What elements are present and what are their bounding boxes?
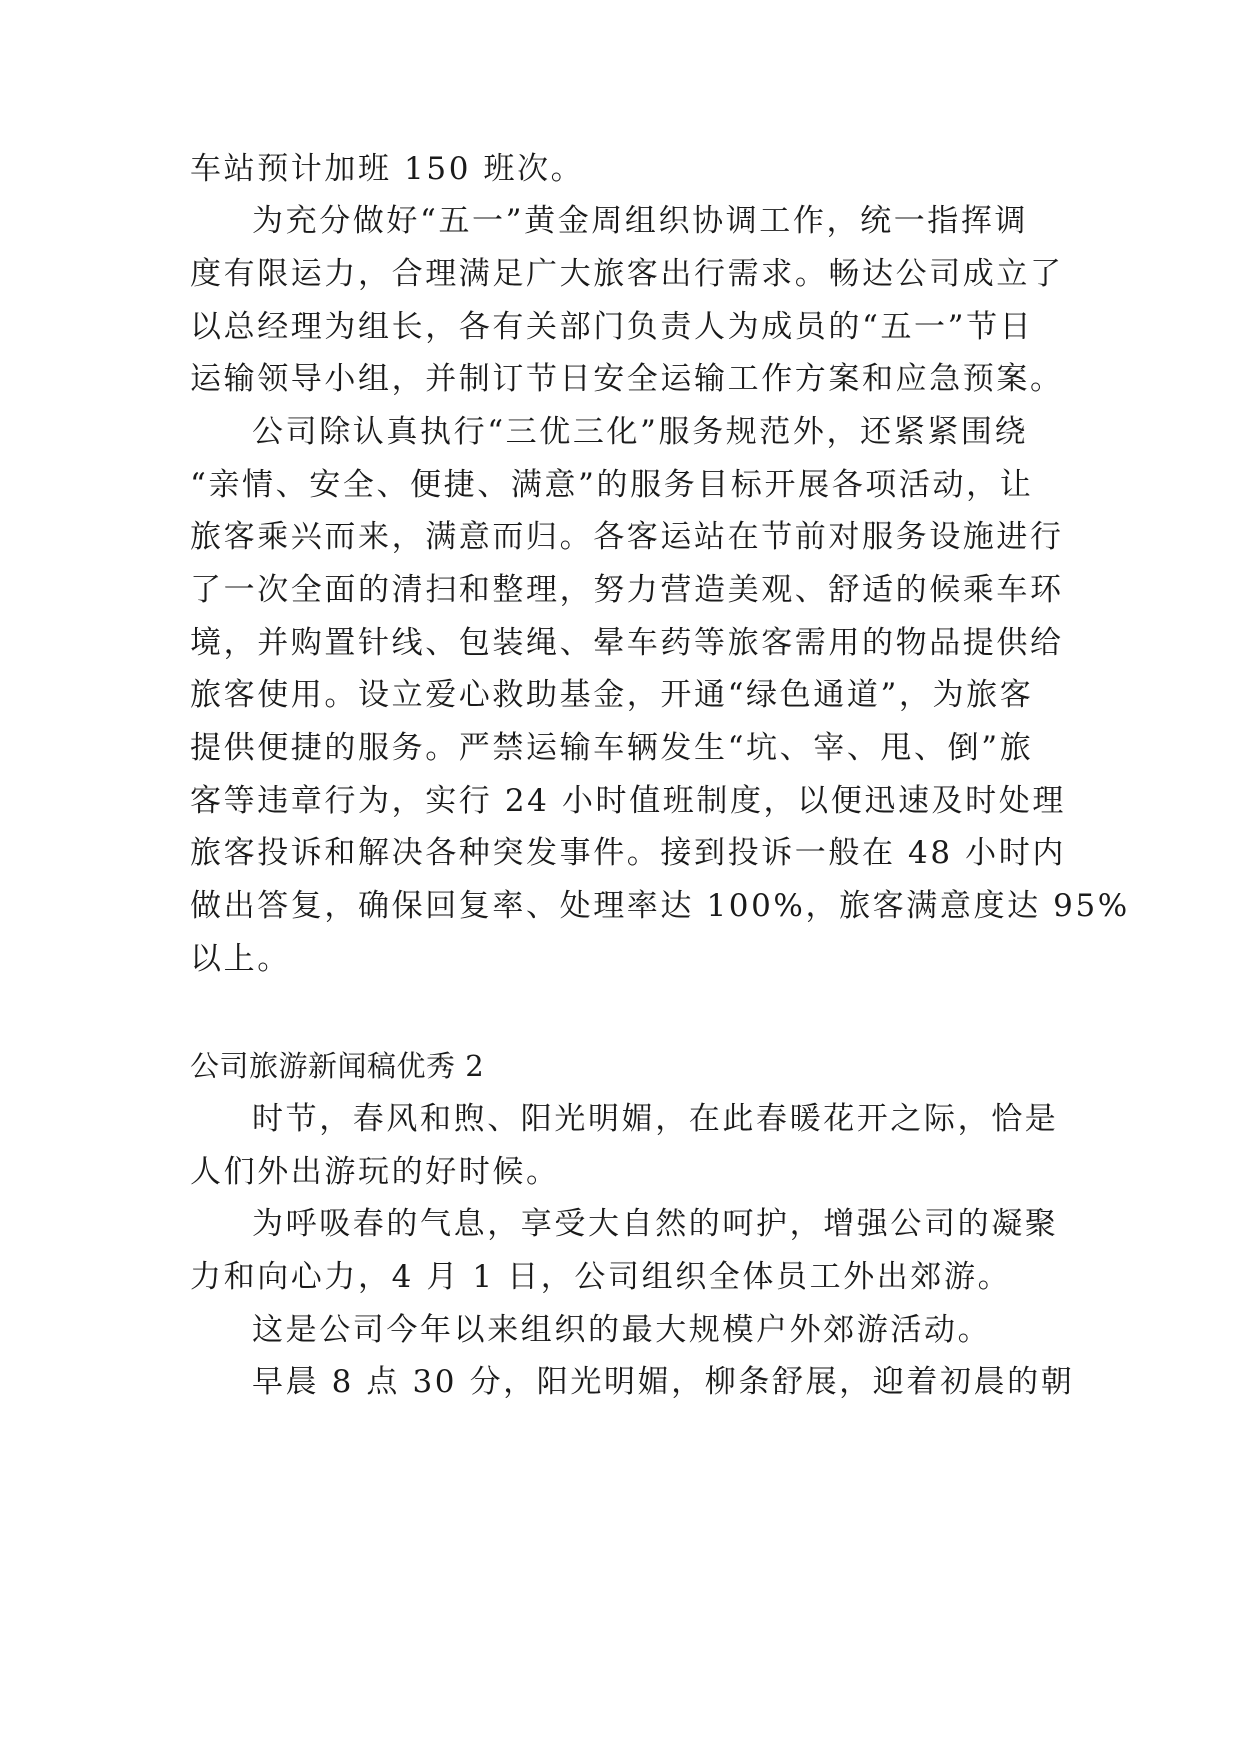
section-title: 公司旅游新闻稿优秀 2 <box>190 1049 485 1083</box>
paragraph-line: 早晨 8 点 30 分，阳光明媚，柳条舒展，迎着初晨的朝 <box>252 1364 1075 1400</box>
paragraph-line: 运输领导小组，并制订节日安全运输工作方案和应急预案。 <box>190 361 1064 397</box>
paragraph-line: 人们外出游玩的好时候。 <box>190 1154 560 1190</box>
paragraph-line: 了一次全面的清扫和整理，努力营造美观、舒适的候乘车环 <box>190 572 1064 608</box>
paragraph-line: 提供便捷的服务。严禁运输车辆发生“坑、宰、甩、倒”旅 <box>190 730 1034 766</box>
paragraph-line: 客等违章行为，实行 24 小时值班制度，以便迅速及时处理 <box>190 783 1066 819</box>
paragraph-line: 以总经理为组长，各有关部门负责人为成员的“五一”节日 <box>190 309 1034 345</box>
paragraph-line: 旅客投诉和解决各种突发事件。接到投诉一般在 48 小时内 <box>190 835 1066 871</box>
paragraph-line: 旅客乘兴而来，满意而归。各客运站在节前对服务设施进行 <box>190 519 1064 555</box>
paragraph-line: 境，并购置针线、包装绳、晕车药等旅客需用的物品提供给 <box>190 625 1064 661</box>
paragraph-line: 度有限运力，合理满足广大旅客出行需求。畅达公司成立了 <box>190 256 1064 292</box>
paragraph-line: 这是公司今年以来组织的最大规模户外郊游活动。 <box>252 1312 992 1348</box>
paragraph-line: 做出答复，确保回复率、处理率达 100%，旅客满意度达 95% <box>190 888 1130 924</box>
paragraph-line: 为呼吸春的气息，享受大自然的呵护，增强公司的凝聚 <box>252 1206 1059 1242</box>
paragraph-line: 力和向心力，4 月 1 日，公司组织全体员工外出郊游。 <box>190 1259 1012 1295</box>
paragraph-line: 旅客使用。设立爱心救助基金，开通“绿色通道”，为旅客 <box>190 677 1034 713</box>
paragraph-line: 为充分做好“五一”黄金周组织协调工作，统一指挥调 <box>252 203 1029 239</box>
paragraph-line: 公司除认真执行“三优三化”服务规范外，还紧紧围绕 <box>252 414 1029 450</box>
paragraph-line: 车站预计加班 150 班次。 <box>190 151 585 187</box>
paragraph-line: “亲情、安全、便捷、满意”的服务目标开展各项活动，让 <box>190 467 1034 503</box>
paragraph-line: 以上。 <box>190 941 291 977</box>
paragraph-line: 时节，春风和煦、阳光明媚，在此春暖花开之际，恰是 <box>252 1101 1059 1137</box>
